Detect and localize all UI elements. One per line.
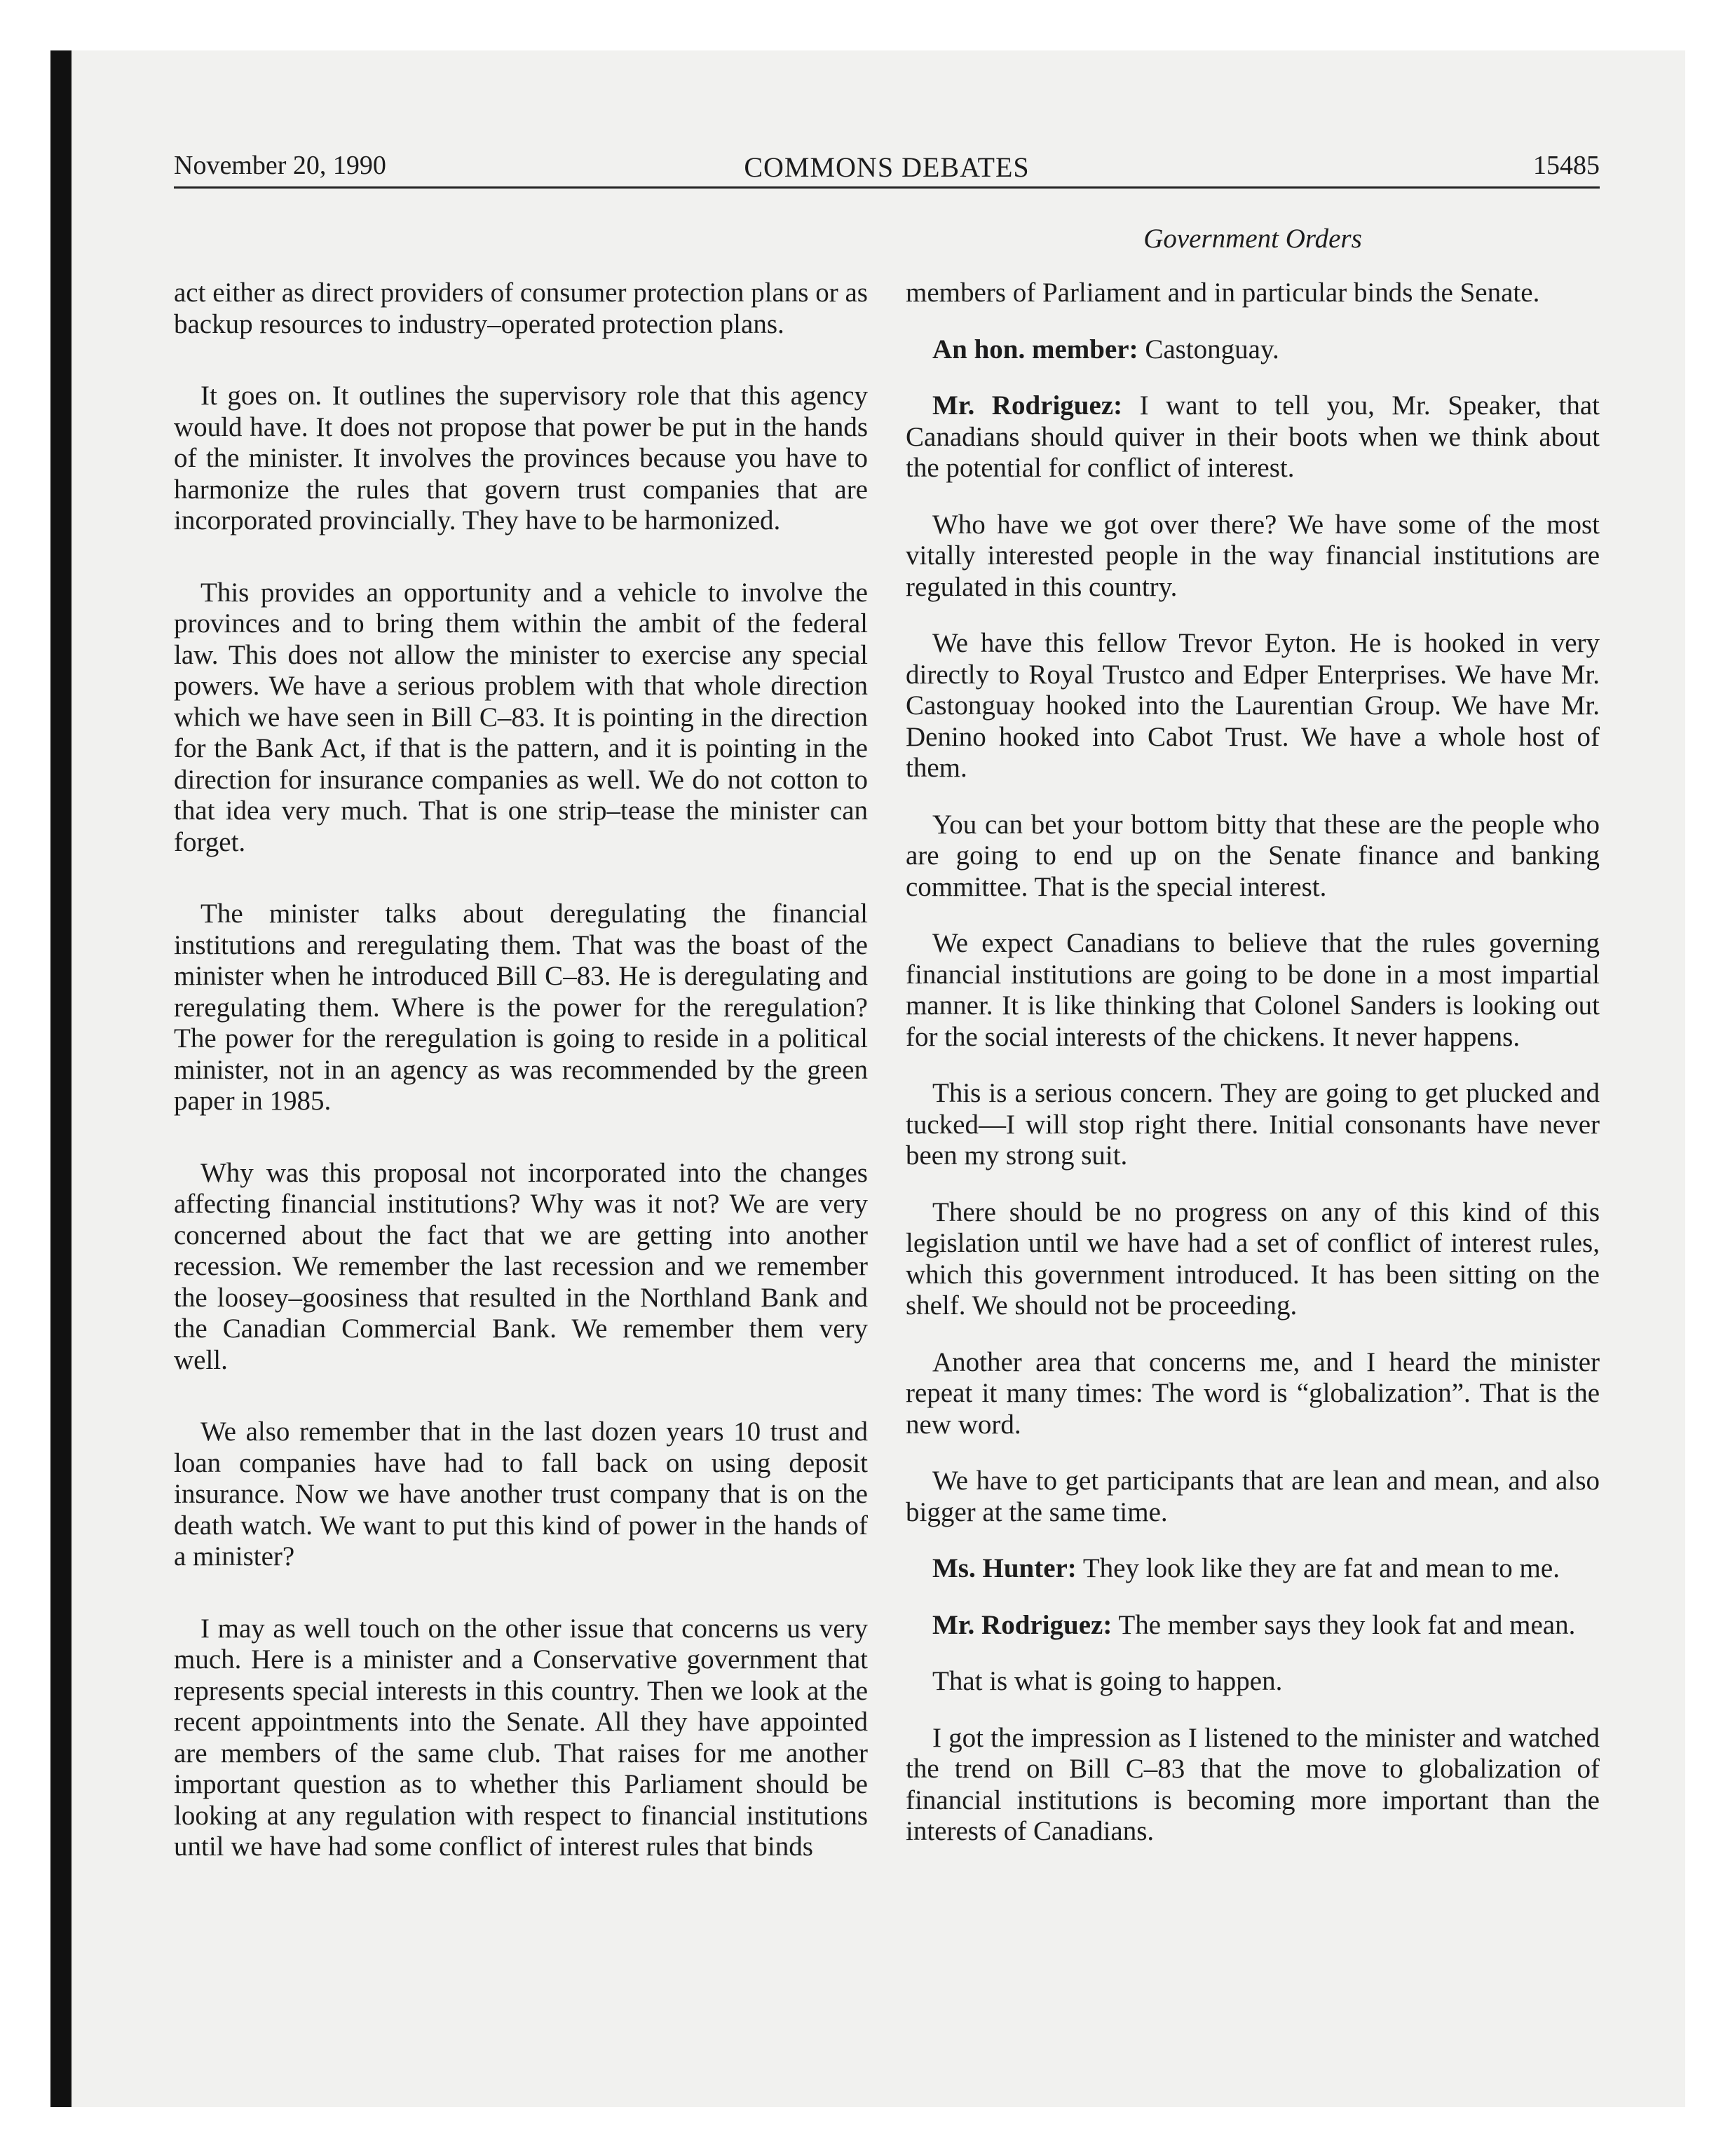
paragraph: There should be no progress on any of this kind of this legislation until we have had a set of conflict of interest rules, which this government introduced. It has been sitting on the shelf. We should not be proceeding. [906, 1196, 1600, 1321]
paragraph: Another area that concerns me, and I heard the minister repeat it many times: The word is “globalization”. That is the new word. [906, 1346, 1600, 1440]
paragraph: We also remember that in the last dozen years 10 trust and loan companies have had to fall back on using deposit insurance. Now we have another trust company that is on the death watch. We want to put this kind of power in the hands of a minister? [174, 1417, 868, 1571]
speaker-name: Ms. Hunter: [932, 1553, 1077, 1583]
paragraph: You can bet your bottom bitty that these are the people who are going to end up on the Senate finance and banking committee. That is the special interest. [906, 809, 1600, 902]
speech-text: They look like they are fat and mean to me. [1076, 1553, 1560, 1583]
right-column [906, 278, 1600, 1873]
header-rule [174, 186, 1600, 189]
speech-text: I want to tell you, Mr. Speaker, that Canadians should quiver in their boots when we think about the potential for conflict of interest. [906, 390, 1600, 483]
speech-text: Castonguay. [1138, 334, 1279, 364]
page-number: 15485 [1533, 151, 1600, 180]
header-title: COMMONS DEBATES [744, 151, 1030, 183]
scan-shadow-edge [50, 50, 72, 2107]
paragraph: This is a serious concern. They are going to get plucked and tucked—I will stop right there. Initial consonants have never been my strong suit. [906, 1078, 1600, 1171]
paragraph: That is what is going to happen. [932, 1666, 1283, 1696]
speech-paragraph [906, 334, 1600, 366]
paragraph: Who have we got over there? We have some of the most vitally interested people in the way financial institutions are regulated in this country. [906, 509, 1600, 602]
speaker-name: Mr. Rodriguez: [932, 390, 1123, 421]
section-title: Government Orders [1143, 224, 1362, 254]
paragraph: We have to get participants that are lean and mean, and also bigger at the same time. [906, 1466, 1600, 1527]
paragraph: This provides an opportunity and a vehicle to involve the provinces and to bring them within the ambit of the federal law. This does not allow the minister to exercise any special powers. We have a serious problem with that whole direction which we have seen in Bill C–83. It is pointing in the direction for the Bank Act, if that is the pattern, and it is pointing in the direction for insurance companies as well. We do not cotton to that idea very much. That is one strip–tease the minister can forget. [174, 577, 868, 857]
speech-paragraph [906, 390, 1600, 484]
header-date: November 20, 1990 [174, 151, 386, 180]
page-header [174, 143, 1600, 185]
speech-paragraph [906, 1610, 1600, 1642]
paragraph: We expect Canadians to believe that the rules governing financial institutions are going to be done in a most impartial manner. It is like thinking that Colonel Sanders is looking out for the social interests of the chickens. It never happens. [906, 928, 1600, 1052]
paragraph: The minister talks about deregulating the financial institutions and reregulating them. That was the boast of the minister when he introduced Bill C–83. He is deregulating and reregulating them. Where is the power for the reregulation? The power for the reregulation is going to reside in a political minister, not in an agency as was recommended by the green paper in 1985. [174, 899, 868, 1116]
paragraph: We have this fellow Trevor Eyton. He is hooked in very directly to Royal Trustco and Edper Enterprises. We have Mr. Castonguay hooked into the Laurentian Group. We have Mr. Denino hooked into Cabot Trust. We have a whole host of them. [906, 628, 1600, 783]
speaker-name: Mr. Rodriguez: [932, 1609, 1113, 1640]
paragraph: members of Parliament and in particular binds the Senate. [906, 278, 1540, 308]
paragraph: It goes on. It outlines the supervisory role that this agency would have. It does not propose that power be put in the hands of the minister. It involves the provinces because you have to harmonize the rules that govern trust companies that are incorporated provincially. They have to be harmonized. [174, 381, 868, 535]
paragraph: Why was this proposal not incorporated into the changes affecting financial institutions? Why was it not? We are very concerned about the fact that we are getting into another recession. We remember the last recession and we remember the loosey–goosiness that resulted in the Northland Bank and the Canadian Commercial Bank. We remember them very well. [174, 1157, 868, 1375]
speech-paragraph [906, 1553, 1600, 1585]
left-column [174, 278, 868, 1904]
paragraph: I got the impression as I listened to the minister and watched the trend on Bill C–83 that the move to globalization of financial institutions is becoming more important than the interests of Canadians. [906, 1722, 1600, 1846]
paragraph: act either as direct providers of consumer protection plans or as backup resources to industry–operated protection plans. [174, 278, 868, 339]
speaker-name: An hon. member: [932, 334, 1138, 364]
paragraph: I may as well touch on the other issue that concerns us very much. Here is a minister and a Conservative government that represents special interests in this country. Then we look at the recent appointments into the Senate. All they have appointed are members of the same club. That raises for me another important question as to whether this Parliament should be looking at any regulation with respect to financial institutions until we have had some conflict of interest rules that binds [174, 1613, 868, 1862]
speech-text: The member says they look fat and mean. [1112, 1609, 1576, 1640]
